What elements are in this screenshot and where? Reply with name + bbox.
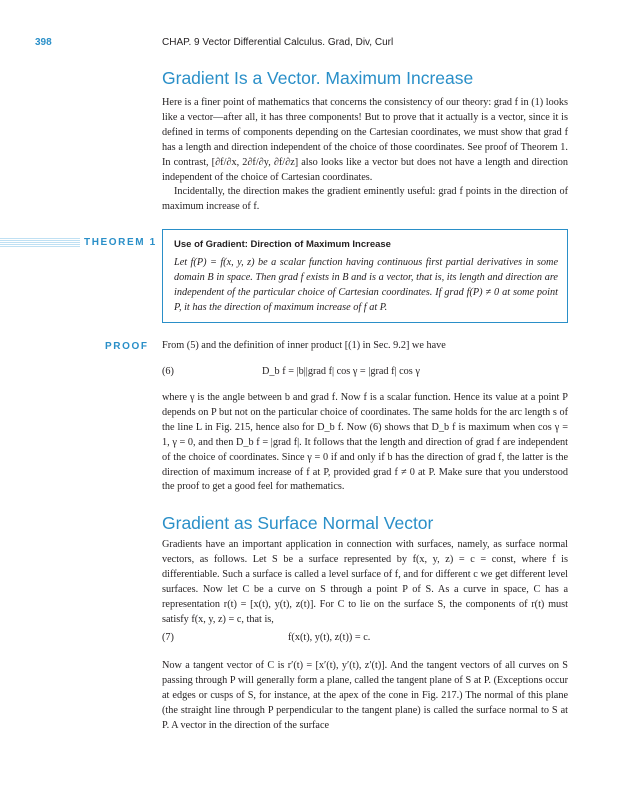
section1-paragraph-1: Here is a finer point of mathematics that concerns the consistency of our theory: grad f in (1) looks like a vector—after all, it has three components! But to prove that it actually is a vector, since it is defined in terms of components depending on the Cartesian coordinates, we must show that grad f has a length and direction independent of the choice of those coordinates. See proof of Theorem 1. In contrast, [∂f/∂x, 2∂f/∂y, ∂f/∂z] also looks like a vector but does not have a length and direction independent of the choice of Cartesian coordinates.	[162, 97, 568, 183]
running-head: CHAP. 9 Vector Differential Calculus. Grad, Div, Curl	[162, 37, 394, 48]
section-title-gradient-is-vector: Gradient Is a Vector. Maximum Increase	[162, 68, 474, 88]
proof-intro: From (5) and the definition of inner product [(1) in Sec. 9.2] we have	[162, 340, 446, 351]
theorem-label: THEOREM 1	[80, 237, 161, 248]
section2-paragraph-2: Now a tangent vector of C is r′(t) = [x′(t), y′(t), z′(t)]. And the tangent vectors of all curves on S passing through P will generally form a plane, called the tangent plane of S at P. (Exceptions occur at edges or cusps of S, for instance, at the apex of the cone in Fig. 217.) The normal of this plane (the straight line through P perpendicular to the tangent plane) is called the surface normal to S at P. A vector in the direction of the surface	[162, 660, 568, 731]
section2-paragraph-1: Gradients have an important application in connection with surfaces, namely, as surface normal vectors, as follows. Let S be a surface represented by f(x, y, z) = c = const, where f is differentiable. Such a surface is called a level surface of f, and for different c we get different level surfaces. Now let C be a curve on S through a point P of S. As a curve in space, C has a representation r(t) = [x(t), y(t), z(t)]. For C to lie on the surface S, the components of r(t) must satisfy f(x, y, z) = c, that is,	[162, 539, 568, 625]
theorem-statement: Let f(P) = f(x, y, z) be a scalar function having continuous first partial derivatives in some domain B in space. Then grad f exists in B and is a vector, that is, its length and direction are independent of the particular choice of Cartesian coordinates. If grad f(P) ≠ 0 at some point P, it has the direction of maximum increase of f at P.	[174, 257, 558, 313]
equation-6: D_b f = |b||grad f| cos γ = |grad f| cos γ	[262, 366, 420, 377]
theorem-title: Use of Gradient: Direction of Maximum Increase	[174, 239, 391, 250]
equation-7-number: (7)	[162, 632, 174, 643]
section1-text	[162, 96, 568, 215]
equation-7: f(x(t), y(t), z(t)) = c.	[288, 632, 371, 643]
proof-label: PROOF	[105, 341, 149, 352]
section1-paragraph-2: Incidentally, the direction makes the gradient eminently useful: grad f points in the direction of maximum increase of f.	[162, 186, 568, 213]
proof-body: where γ is the angle between b and grad f. Now f is a scalar function. Hence its value at a point P depends on P but not on the particular choice of coordinates. The same holds for the arc length s of the line L in Fig. 215, hence also for D_b f. Now (6) shows that D_b f is maximum when cos γ = 1, γ = 0, and then D_b f = |grad f|. It follows that the length and direction of grad f are independent of the choice of coordinates. Since γ = 0 if and only if b has the direction of grad f, the latter is the direction of maximum increase of f at P, provided grad f ≠ 0 at P. Make sure that you understood the proof to get a good feel for mathematics.	[162, 392, 568, 493]
equation-6-number: (6)	[162, 366, 174, 377]
section-title-surface-normal: Gradient as Surface Normal Vector	[162, 513, 434, 533]
page-number: 398	[35, 37, 52, 48]
